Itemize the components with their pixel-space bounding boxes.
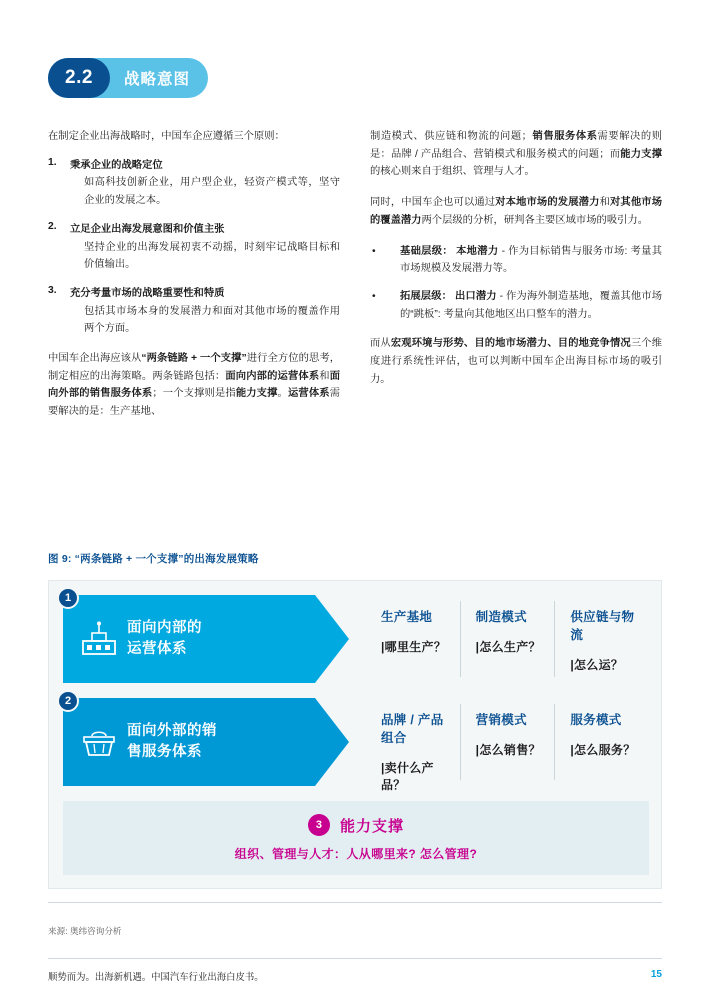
principle-number: 2.: [48, 220, 57, 232]
support-title: 能力支撑: [339, 817, 404, 835]
left-column: [48, 128, 340, 434]
card-title: 制造模式: [475, 610, 527, 624]
card-title: 服务模式: [570, 713, 622, 727]
plain-text: 制造模式、供应链和物流的问题；: [370, 131, 532, 142]
section-pill: [48, 58, 208, 98]
arrow-label-line1: 面向外部的销: [127, 722, 217, 739]
emphasis-text: 运营体系: [287, 388, 330, 400]
list-item: [48, 157, 340, 210]
plain-text: 的核心则来自于组织、管理与人才。: [370, 166, 535, 178]
card-question: |哪里生产？: [381, 640, 447, 654]
row-badge-1: 1: [57, 587, 79, 609]
level-text-1: [386, 288, 662, 323]
capability-support-band: [63, 801, 649, 875]
level-body: - 作为海外制造基地，覆盖其他市场的“跳板”: 考量向其他地区出口整车的潜力。: [400, 290, 662, 320]
figure-row-external: [63, 695, 649, 792]
row-badge-2: 2: [57, 690, 79, 712]
card-question: |怎么销售？: [475, 743, 541, 757]
card-title: 生产基地: [381, 610, 433, 624]
arrow-external-sales-service: [63, 695, 315, 786]
plain-text: 和: [319, 370, 330, 382]
emphasis-text: 销售服务体系: [531, 131, 598, 142]
plain-text: 和: [599, 197, 610, 209]
figure-title: 图 9: “两条链路 + 一个支撑”的出海发展策略: [48, 553, 259, 565]
emphasis-text: 面向外部的销售服务体系: [48, 370, 341, 400]
figure-divider: [48, 902, 662, 903]
right-rich-paragraph-3: [370, 335, 662, 388]
list-item: [370, 288, 662, 323]
figure-container: [48, 580, 662, 889]
plain-text: 中国车企出海应该从: [48, 353, 142, 365]
left-intro-paragraph: 在制定企业出海战略时，中国车企应遵循三个原则：: [48, 131, 285, 142]
level-strong: 本地潜力: [456, 245, 499, 257]
levels-list: [370, 243, 662, 324]
principle-heading: 立足企业出海发展意图和价值主张: [70, 223, 225, 235]
right-rich-paragraph-2: [370, 194, 662, 229]
cards-external: [365, 698, 649, 792]
emphasis-text: 面向内部的运营体系: [225, 370, 320, 382]
plain-text: 同时，中国车企也可以通过: [370, 197, 496, 209]
card-question: |怎么运？: [570, 658, 624, 672]
level-label: 基础层级：: [400, 245, 453, 257]
emphasis-text: 对本地市场的发展潜力: [495, 197, 600, 209]
emphasis-text: “两条链路 + 一个支撑”: [141, 353, 247, 365]
support-title-row: [308, 814, 404, 836]
arrow-label-line2: 运营体系: [127, 641, 187, 657]
arrow-label-internal: [127, 618, 202, 660]
principle-number: 1.: [48, 156, 57, 168]
card-service-mode: [554, 698, 649, 786]
support-subtitle: 组织、管理与人才：人从哪里来? 怎么管理?: [234, 847, 478, 861]
factory-icon: [71, 620, 127, 658]
plain-text: 两个层级的分析，研判各主要区域市场的吸引力。: [421, 214, 649, 226]
emphasis-text: 能力支撑: [620, 148, 662, 160]
emphasis-text: 对其他市场的覆盖潜力: [370, 197, 663, 226]
plain-text: 三个维度进行系统性评估，也可以判断中国车企出海目标市场的吸引力。: [370, 338, 663, 385]
plain-text: 。: [277, 388, 288, 400]
card-title: 营销模式: [475, 713, 527, 727]
list-item: [48, 221, 340, 274]
shopping-basket-icon: [71, 723, 127, 761]
emphasis-text: 宏观环境与形势、目的地市场潜力、目的地竞争情况: [390, 338, 631, 350]
principle-detail: 如高科技创新企业，用户型企业，轻资产模式等，坚守企业的发展之本。: [84, 177, 340, 207]
right-rich-paragraph-1: [370, 128, 662, 181]
principle-heading: 充分考量市场的战略重要性和特质: [70, 287, 225, 299]
principle-number: 3.: [48, 284, 57, 296]
card-marketing-mode: [460, 698, 555, 786]
cards-internal: [365, 595, 649, 683]
emphasis-text: 能力支撑: [235, 388, 278, 400]
page-number: 15: [650, 969, 662, 980]
figure-row-internal: [63, 592, 649, 683]
card-question: |怎么服务？: [570, 743, 636, 757]
card-brand-product-mix: [365, 698, 460, 792]
section-title: 战略意图: [124, 71, 191, 88]
card-title: 供应链与物流: [570, 610, 635, 642]
support-badge-3: 3: [308, 814, 330, 836]
card-production-base: [365, 595, 460, 683]
figure-source: 来源: 奥纬咨询分析: [48, 926, 122, 936]
arrow-internal-operations: [63, 592, 315, 683]
plain-text: 需要解决的是：生产基地、: [48, 388, 341, 418]
plain-text: 进行全方位的思考，制定相应的出海策略。两条链路包括：: [48, 353, 341, 382]
level-label: 拓展层级：: [400, 290, 453, 302]
plain-text: 需要解决的则是：品牌 / 产品组合、营销模式和服务模式的问题；而: [370, 131, 663, 160]
level-strong: 出口潜力: [455, 290, 497, 302]
footer-text: 顺势而为。出海新机遇。中国汽车行业出海白皮书。: [48, 971, 264, 982]
list-item: [370, 243, 662, 278]
arrow-label-external: [127, 721, 217, 763]
list-item: [48, 285, 340, 338]
card-manufacturing-mode: [460, 595, 555, 683]
level-body: - 作为目标销售与服务市场: 考量其市场规模及发展潜力等。: [400, 245, 663, 275]
principles-list: [48, 157, 340, 338]
card-question: |怎么生产？: [475, 640, 541, 654]
section-number-badge: 2.2: [48, 58, 110, 98]
principle-detail: 坚持企业的出海发展初衷不动摇，时刻牢记战略目标和价值输出。: [84, 241, 340, 271]
card-supply-chain-logistics: [554, 595, 649, 683]
principle-heading: 秉承企业的战略定位: [70, 159, 163, 171]
card-question: |卖什么产品？: [381, 761, 434, 792]
section-heading: [48, 58, 208, 98]
plain-text: 而从: [370, 338, 391, 350]
left-rich-paragraph: [48, 350, 340, 421]
card-title: 品牌 / 产品组合: [381, 713, 444, 745]
right-column: [370, 128, 662, 434]
plain-text: ；一个支撑则是指: [152, 388, 236, 400]
arrow-label-line2: 售服务体系: [127, 744, 202, 760]
footer-divider: [48, 958, 662, 959]
principle-detail: 包括其市场本身的发展潜力和面对其他市场的覆盖作用两个方面。: [84, 305, 340, 335]
level-text-0: [386, 243, 662, 278]
body-columns: [48, 128, 662, 434]
arrow-label-line1: 面向内部的: [127, 619, 202, 636]
